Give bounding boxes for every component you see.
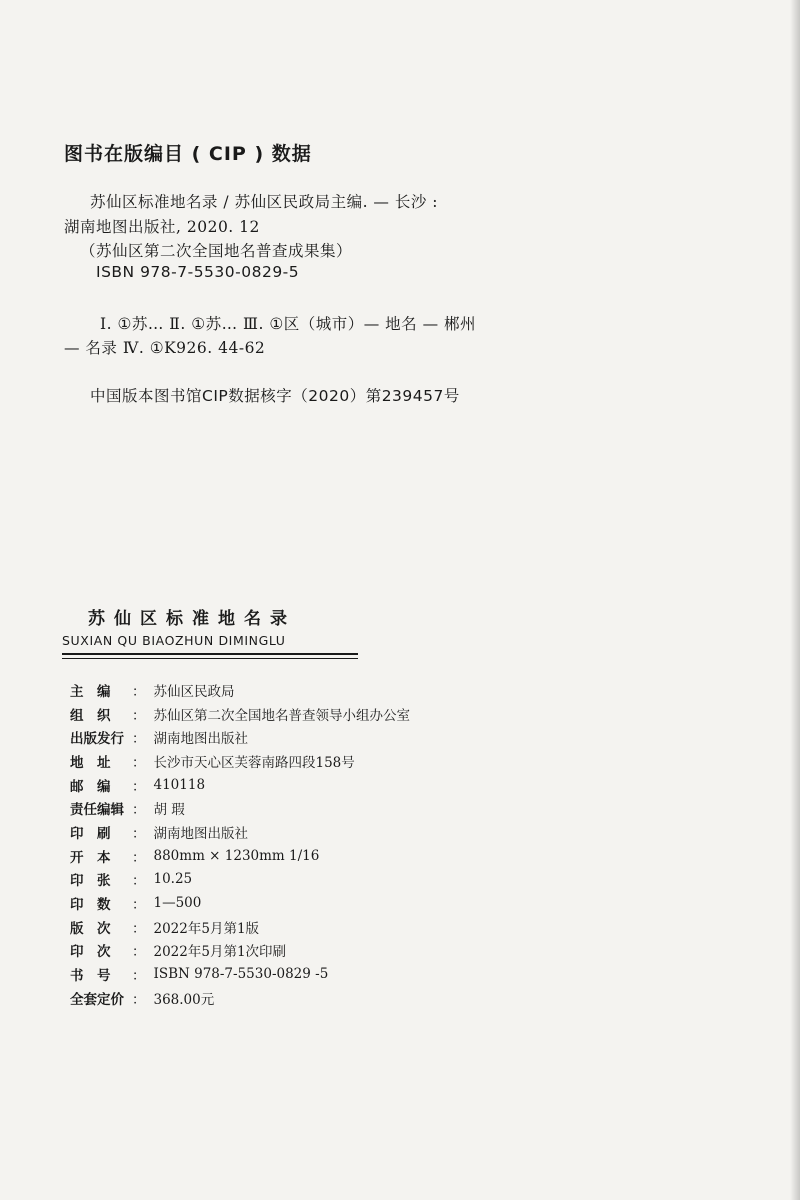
detail-value: 湖南地图出版社 [153, 825, 248, 842]
cip-line-cataloging-number: 中国版本图书馆CIP数据核字（2020）第239457号 [90, 387, 460, 405]
detail-row-address: 地 址 ： 长沙市天心区芙蓉南路四段158号 [70, 749, 410, 773]
book-title-pinyin: SUXIAN QU BIAOZHUN DIMINGLU [62, 633, 286, 648]
detail-row-sheets: 印 张 ： 10.25 [70, 871, 193, 890]
detail-row-responsible-editor: 责任编辑 ： 胡 瑕 [70, 796, 410, 820]
title-rule-thick [62, 653, 358, 655]
detail-label: 开 本 [70, 849, 111, 866]
detail-value: ISBN 978-7-5530-0829 -5 [153, 966, 329, 983]
title-rule-thin [62, 658, 358, 659]
book-title: 苏仙区标准地名录 [88, 609, 296, 629]
detail-value: 2022年5月第1次印刷 [153, 944, 287, 961]
detail-label: 出版发行 [70, 731, 124, 748]
detail-value: 胡 瑕 [153, 802, 185, 819]
detail-row-print-run: 印 数 ： 1—500 [70, 895, 202, 914]
detail-row-isbn: 书 号 ： ISBN 978-7-5530-0829 -5 [70, 966, 329, 985]
detail-row-editor: 主 编 ： 苏仙区民政局 [70, 678, 410, 702]
detail-value: 1—500 [153, 895, 202, 912]
detail-label: 主 编 [70, 683, 111, 700]
cip-line-title: 苏仙区标准地名录 / 苏仙区民政局主编. — 长沙 : [90, 193, 439, 211]
detail-label: 印 次 [70, 944, 111, 961]
detail-value: 10.25 [153, 871, 193, 888]
detail-row-price: 全套定价 ： 368.00元 [70, 986, 410, 1010]
detail-row-printing: 印 次 ： 2022年5月第1次印刷 [70, 939, 410, 963]
detail-row-organizer: 组 织 ： 苏仙区第二次全国地名普查领导小组办公室 [70, 702, 410, 726]
detail-value: 苏仙区民政局 [153, 683, 235, 700]
detail-label: 责任编辑 [70, 802, 124, 819]
detail-row-postcode: 邮 编 ： 410118 [70, 776, 206, 795]
detail-label: 全套定价 [70, 991, 124, 1008]
cip-line-classification-cont: — 名录 Ⅳ. ①K926. 44-62 [64, 339, 266, 357]
cip-line-series: （苏仙区第二次全国地名普查成果集） [80, 242, 353, 260]
detail-value: 880mm × 1230mm 1/16 [153, 847, 320, 864]
detail-value: 368.00元 [153, 991, 215, 1008]
detail-row-publisher: 出版发行 ： 湖南地图出版社 [70, 725, 410, 749]
detail-label: 印 数 [70, 897, 111, 914]
cip-heading: 图书在版编目 ( CIP ) 数据 [64, 143, 312, 165]
detail-label: 邮 编 [70, 778, 111, 795]
page-edge-shadow [790, 0, 800, 1200]
detail-value: 湖南地图出版社 [153, 731, 248, 748]
detail-value: 2022年5月第1版 [153, 920, 260, 937]
detail-label: 印 张 [70, 873, 111, 890]
detail-label: 版 次 [70, 920, 111, 937]
detail-label: 组 织 [70, 707, 111, 724]
cip-line-classification: Ⅰ. ①苏… Ⅱ. ①苏… Ⅲ. ①区（城市）— 地名 — 郴州 [100, 315, 476, 333]
cip-line-isbn: ISBN 978-7-5530-0829-5 [96, 263, 300, 281]
detail-label: 印 刷 [70, 825, 111, 842]
detail-row-printer: 印 刷 ： 湖南地图出版社 [70, 820, 410, 844]
detail-row-edition: 版 次 ： 2022年5月第1版 [70, 915, 410, 939]
detail-label: 地 址 [70, 754, 111, 771]
detail-value: 410118 [153, 776, 206, 793]
detail-value: 苏仙区第二次全国地名普查领导小组办公室 [153, 707, 410, 724]
cip-line-publisher: 湖南地图出版社, 2020. 12 [64, 218, 260, 236]
detail-label: 书 号 [70, 968, 111, 985]
publication-details [70, 678, 410, 1010]
detail-value: 长沙市天心区芙蓉南路四段158号 [153, 754, 355, 771]
detail-row-format: 开 本 ： 880mm × 1230mm 1/16 [70, 847, 320, 866]
